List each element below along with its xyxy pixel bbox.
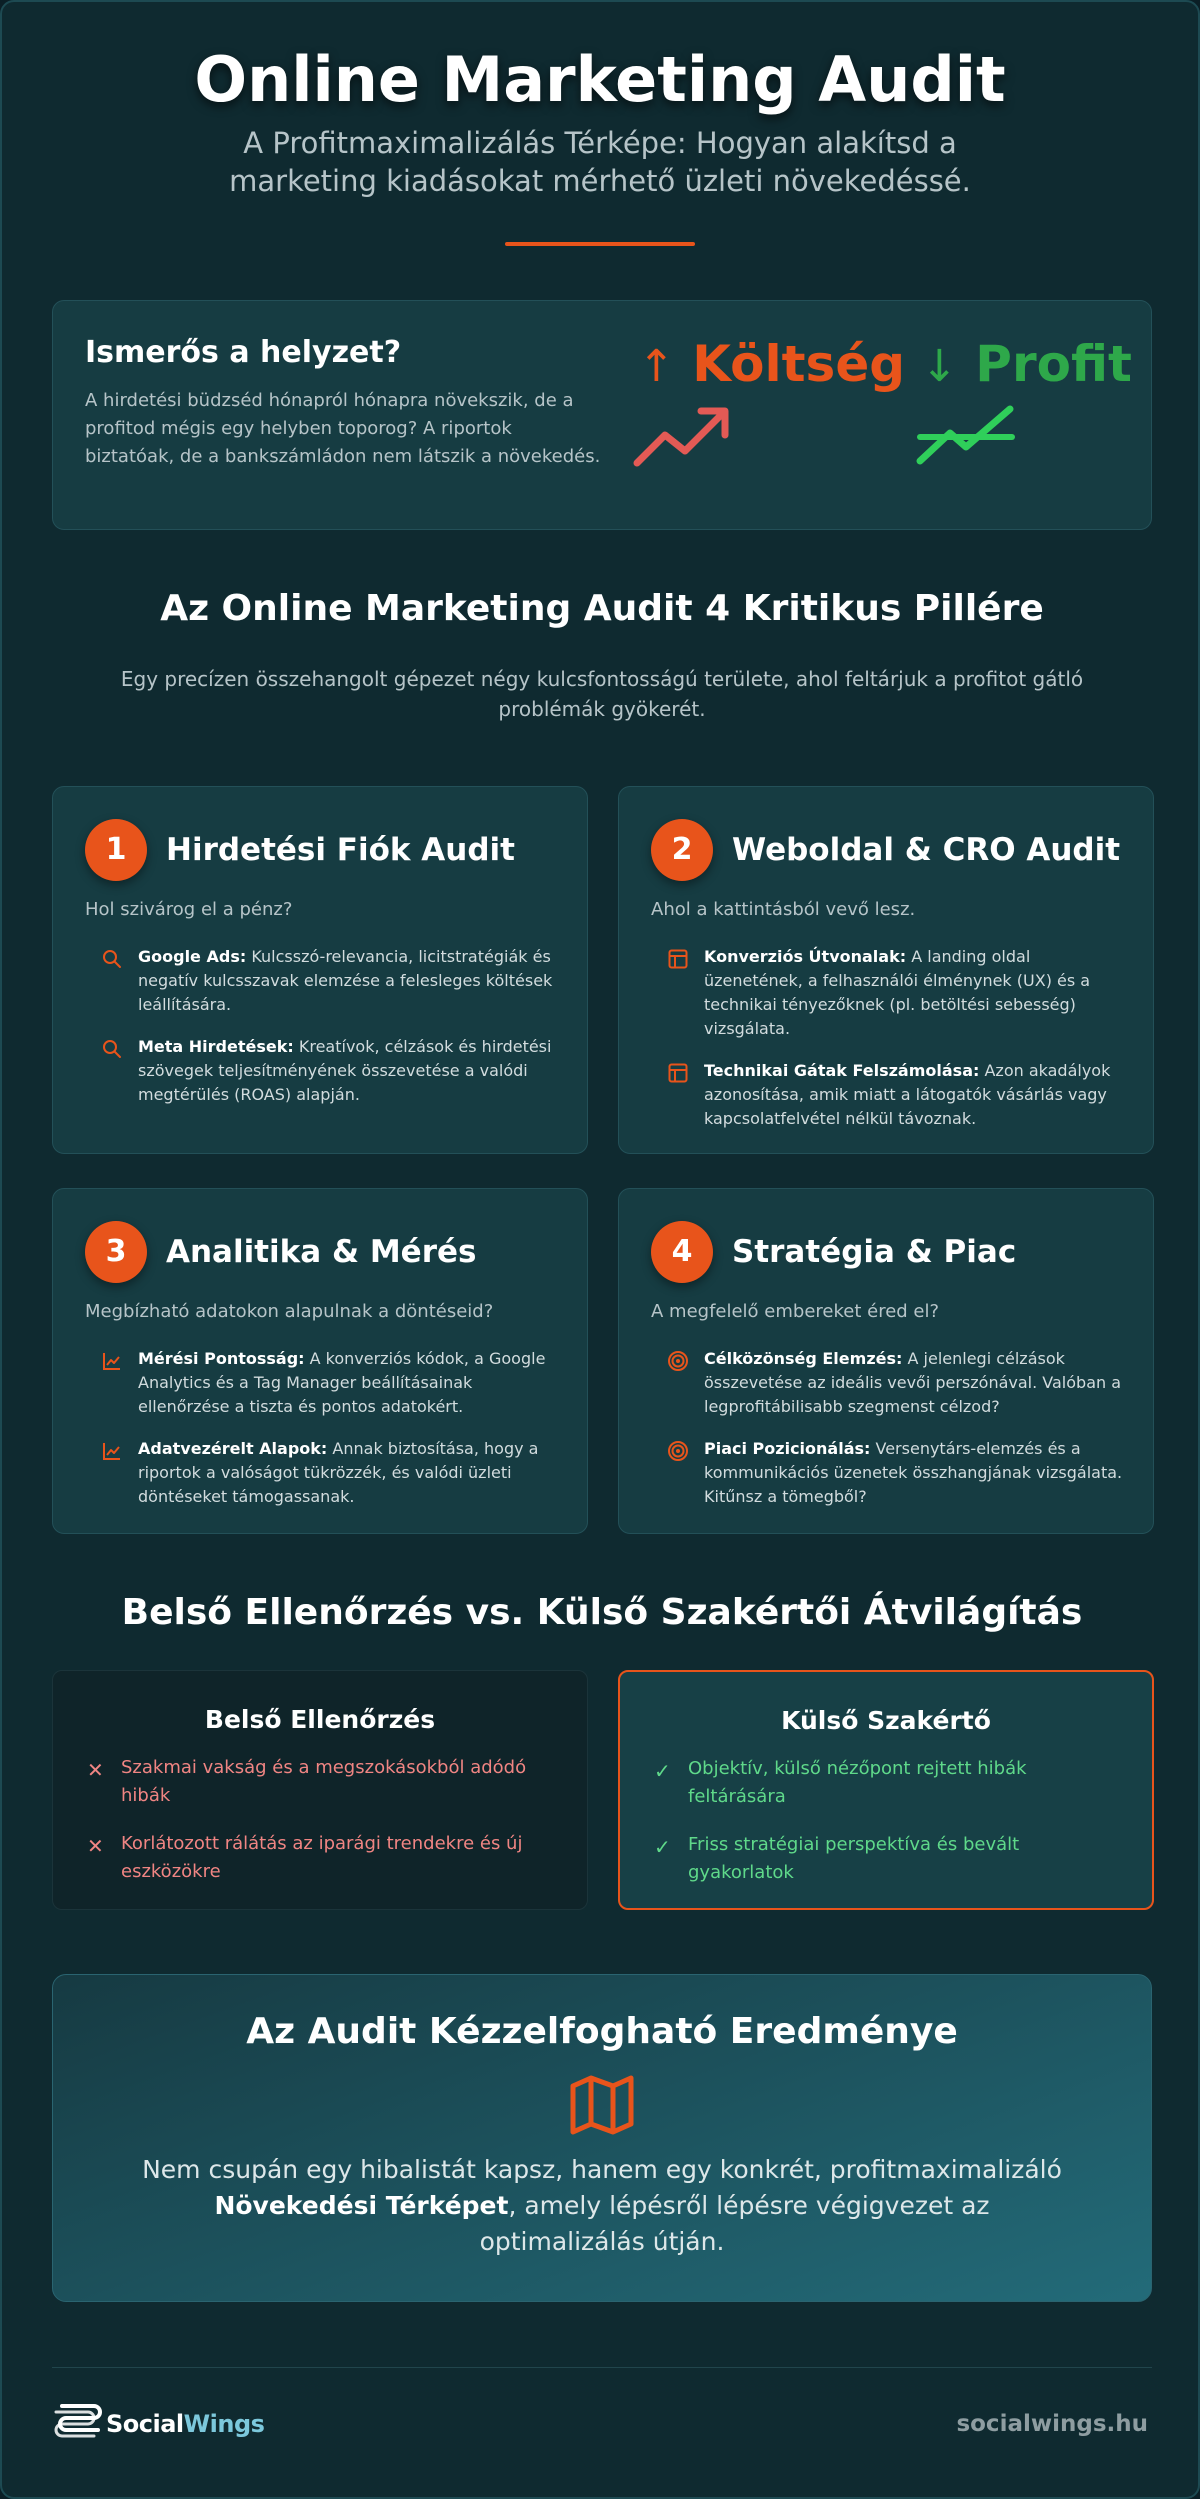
external-item-text: Objektív, külső nézőpont rejtett hibák feltárására	[688, 1758, 1027, 1807]
cost-arrow: ↑	[638, 341, 675, 392]
cost-label	[638, 331, 905, 400]
pillar-item-text: Google Ads: Kulcsszó-relevancia, licitstratégiák és negatív kulcsszavak elemzése a felesleges költések leállítására.	[138, 947, 553, 1014]
result-icon-wrap	[53, 2074, 1151, 2140]
pillar-items	[101, 1347, 563, 1527]
pillars-subtitle: Egy precízen összehangolt gépezet négy kulcsfontosságú területe, ahol feltárjuk a profitot gátló problémák gyökerét.	[120, 667, 1084, 721]
pillar-title: Hirdetési Fiók Audit	[166, 832, 515, 868]
internal-item-text: Korlátozott rálátás az iparági trendekre és új eszközökre	[121, 1833, 523, 1882]
pillar-lead: Hol szivárog el a pénz?	[85, 899, 293, 920]
pillar-items	[667, 945, 1129, 1149]
external-item-text: Friss stratégiai perspektíva és bevált gyakorlatok	[688, 1834, 1020, 1883]
layout-icon	[667, 1062, 689, 1084]
search-icon	[101, 1038, 123, 1060]
pillar-item-text: Meta Hirdetések: Kreatívok, célzások és hirdetési szövegek teljesítményének összevetése a valódi megtérülés (ROAS) alapján.	[138, 1037, 552, 1104]
result-card	[52, 1974, 1152, 2302]
result-title: Az Audit Kézzelfogható Eredménye	[246, 2011, 958, 2052]
result-body: Nem csupán egy hibalistát kapsz, hanem egy konkrét, profitmaximalizáló Növekedési Térképet, amely lépésről lépésre végigvezet az optimalizálás útján.	[142, 2155, 1062, 2256]
line-chart-icon	[101, 1440, 123, 1462]
pillar-item	[101, 1035, 563, 1107]
title-underline	[505, 242, 695, 246]
pillar-card-2	[618, 786, 1154, 1154]
pillar-card-4	[618, 1188, 1154, 1534]
layout-icon	[667, 948, 689, 970]
problem-body: A hirdetési büdzséd hónapról hónapra növekszik, de a profitod mégis egy helyben toporog? A riportok biztatóak, de a bankszámládon nem látszik a növekedés.	[85, 390, 601, 467]
problem-title: Ismerős a helyzet?	[85, 335, 402, 370]
pillar-item-text: Technikai Gátak Felszámolása: Azon akadályok azonosítása, amik miatt a látogatók vásárlás vagy kapcsolatfelvétel nélkül távoznak.	[704, 1061, 1111, 1128]
pillar-lead: Megbízható adatokon alapulnak a döntéseid?	[85, 1301, 494, 1322]
pillar-number: 3	[85, 1221, 147, 1283]
socialwings-logo[interactable]	[52, 2398, 265, 2450]
header	[2, 2, 1198, 246]
pillar-number: 4	[651, 1221, 713, 1283]
pillar-item	[101, 945, 563, 1017]
check-icon: ✓	[654, 1835, 671, 1859]
pillar-item-text: Adatvezérelt Alapok: Annak biztosítása, hogy a riportok a valóságot tükrözzék, és valódi üzleti döntéseket támogassanak.	[138, 1439, 539, 1506]
pillar-item	[667, 1059, 1129, 1131]
pillar-item	[101, 1437, 563, 1509]
pillar-item	[667, 1437, 1129, 1509]
pillar-item-text: Konverziós Útvonalak: A landing oldal üzenetének, a felhasználói élménynek (UX) és a technikai tényezőknek (pl. betöltési sebesség) vizsgálata.	[704, 947, 1091, 1038]
pillar-item	[667, 945, 1129, 1041]
website-link[interactable]: socialwings.hu	[956, 2411, 1148, 2437]
pillars-title: Az Online Marketing Audit 4 Kritikus Pillére	[160, 588, 1044, 629]
pillar-title: Analitika & Mérés	[166, 1234, 477, 1270]
page-title: Online Marketing Audit	[194, 43, 1006, 116]
external-item	[652, 1755, 1120, 1811]
socialwings-logo-icon	[52, 2398, 106, 2446]
profit-arrow: ↓	[921, 341, 958, 392]
internal-title: Belső Ellenőrzés	[204, 1705, 436, 1734]
comparison-title: Belső Ellenőrzés vs. Külső Szakértői Átvilágítás	[121, 1592, 1083, 1633]
pillar-items	[667, 1347, 1129, 1527]
profit-metric	[921, 331, 1132, 400]
profit-label	[921, 331, 1132, 400]
check-icon: ✓	[654, 1759, 671, 1783]
page-subtitle: A Profitmaximalizálás Térképe: Hogyan alakítsd a marketing kiadásokat mérhető üzleti növekedéssé.	[229, 126, 971, 198]
cost-text: Költség	[692, 335, 906, 393]
internal-item	[85, 1754, 555, 1810]
target-icon	[667, 1440, 689, 1462]
map-icon	[569, 2074, 635, 2136]
pillar-number: 2	[651, 819, 713, 881]
problem-text	[85, 333, 605, 471]
cross-icon: ✕	[87, 1834, 104, 1858]
pillar-item	[101, 1347, 563, 1419]
pillar-card-3	[52, 1188, 588, 1534]
cost-metric	[638, 331, 905, 400]
external-expert-card	[618, 1670, 1154, 1910]
pillar-number: 1	[85, 819, 147, 881]
external-title: Külső Szakértő	[781, 1706, 991, 1735]
search-icon	[101, 948, 123, 970]
internal-item	[85, 1830, 555, 1886]
profit-text: Profit	[975, 335, 1132, 393]
pillar-title: Stratégia & Piac	[732, 1234, 1017, 1270]
pillar-items	[101, 945, 563, 1125]
pillar-item-text: Mérési Pontosság: A konverziós kódok, a Google Analytics és a Tag Manager beállításainak ellenőrzése a tiszta és pontos adatokért.	[138, 1349, 546, 1416]
internal-item-text: Szakmai vakság és a megszokásokból adódó hibák	[121, 1757, 527, 1806]
pillar-lead: Ahol a kattintásból vevő lesz.	[651, 899, 916, 920]
logo-text: SocialWings	[106, 2410, 265, 2438]
line-chart-icon	[101, 1350, 123, 1372]
pillar-item	[667, 1347, 1129, 1419]
pillar-card-1	[52, 786, 588, 1154]
problem-card	[52, 300, 1152, 530]
trend-up-icon	[631, 403, 741, 469]
pillar-item-text: Piaci Pozicionálás: Versenytárs-elemzés és a kommunikációs üzenetek összhangjának vizsgálata. Kitűnsz a tömegből?	[704, 1439, 1123, 1506]
trend-flat-icon	[914, 403, 1024, 469]
internal-check-card	[52, 1670, 588, 1910]
pillar-item-text: Célközönség Elemzés: A jelenlegi célzások összevetése az ideális vevői perszónával. Valóban a legprofitábilisabb szegmenst célzod?	[704, 1349, 1122, 1416]
footer-divider	[52, 2367, 1152, 2368]
pillar-title: Weboldal & CRO Audit	[732, 832, 1121, 868]
cross-icon: ✕	[87, 1758, 104, 1782]
pillar-lead: A megfelelő embereket éred el?	[651, 1301, 940, 1322]
external-item	[652, 1831, 1120, 1887]
target-icon	[667, 1350, 689, 1372]
